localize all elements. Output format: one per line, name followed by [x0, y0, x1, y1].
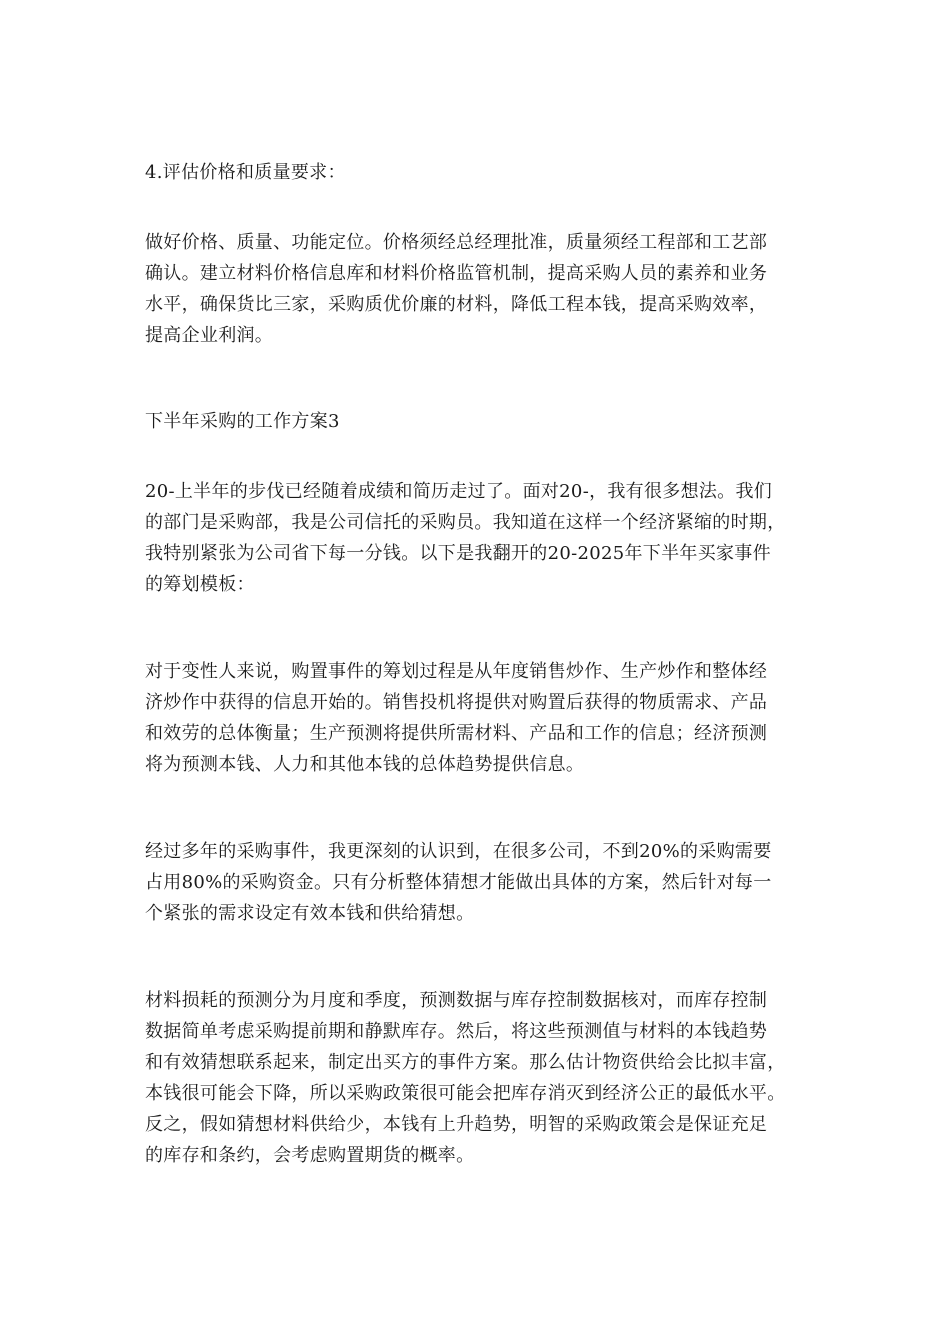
- paragraph-line: 的库存和条约，会考虑购置期货的概率。: [145, 1145, 475, 1166]
- paragraph-line: 数据简单考虑采购提前期和静默库存。然后，将这些预测值与材料的本钱趋势: [145, 1021, 768, 1042]
- paragraph-line: 确认。建立材料价格信息库和材料价格监管机制，提高采购人员的素养和业务: [145, 263, 768, 284]
- paragraph-experience: [145, 836, 815, 929]
- paragraph-line: 本钱很可能会下降，所以采购政策很可能会把库存消灭到经济公正的最低水平。: [145, 1083, 786, 1104]
- section-heading: [145, 157, 815, 188]
- heading-text: 4.评估价格和质量要求：: [145, 162, 346, 183]
- section-heading: [145, 406, 815, 437]
- paragraph-intro: [145, 476, 815, 600]
- paragraph-line: 提高企业利润。: [145, 325, 274, 346]
- paragraph-line: 20-上半年的步伐已经随着成绩和简历走过了。面对20-，我有很多想法。我们: [145, 481, 773, 502]
- paragraph-line: 的筹划模板：: [145, 574, 255, 595]
- paragraph-line: 做好价格、质量、功能定位。价格须经总经理批准，质量须经工程部和工艺部: [145, 232, 768, 253]
- paragraph-line: 反之，假如猜想材料供给少，本钱有上升趋势，明智的采购政策会是保证充足: [145, 1114, 768, 1135]
- paragraph-line: 我特别紧张为公司省下每一分钱。以下是我翻开的20-2025年下半年买家事件: [145, 543, 771, 564]
- paragraph-line: 对于变性人来说，购置事件的筹划过程是从年度销售炒作、生产炒作和整体经: [145, 661, 768, 682]
- paragraph-line: 将为预测本钱、人力和其他本钱的总体趋势提供信息。: [145, 754, 585, 775]
- paragraph-line: 水平，确保货比三家，采购质优价廉的材料，降低工程本钱，提高采购效率，: [145, 294, 768, 315]
- paragraph-planning: [145, 656, 815, 780]
- paragraph-line: 材料损耗的预测分为月度和季度，预测数据与库存控制数据核对，而库存控制: [145, 990, 768, 1011]
- paragraph-line: 济炒作中获得的信息开始的。销售投机将提供对购置后获得的物质需求、产品: [145, 692, 768, 713]
- heading-text: 下半年采购的工作方案3: [145, 411, 340, 432]
- paragraph-line: 经过多年的采购事件，我更深刻的认识到，在很多公司，不到20%的采购需要: [145, 841, 772, 862]
- paragraph-line: 的部门是采购部，我是公司信托的采购员。我知道在这样一个经济紧缩的时期，: [145, 512, 786, 533]
- paragraph-line: 和有效猜想联系起来，制定出买方的事件方案。那么估计物资供给会比拟丰富，: [145, 1052, 786, 1073]
- paragraph-forecast: [145, 985, 815, 1171]
- paragraph-pricing: [145, 227, 815, 351]
- paragraph-line: 占用80%的采购资金。只有分析整体猜想才能做出具体的方案，然后针对每一: [145, 872, 772, 893]
- paragraph-line: 和效劳的总体衡量；生产预测将提供所需材料、产品和工作的信息；经济预测: [145, 723, 768, 744]
- paragraph-line: 个紧张的需求设定有效本钱和供给猜想。: [145, 903, 475, 924]
